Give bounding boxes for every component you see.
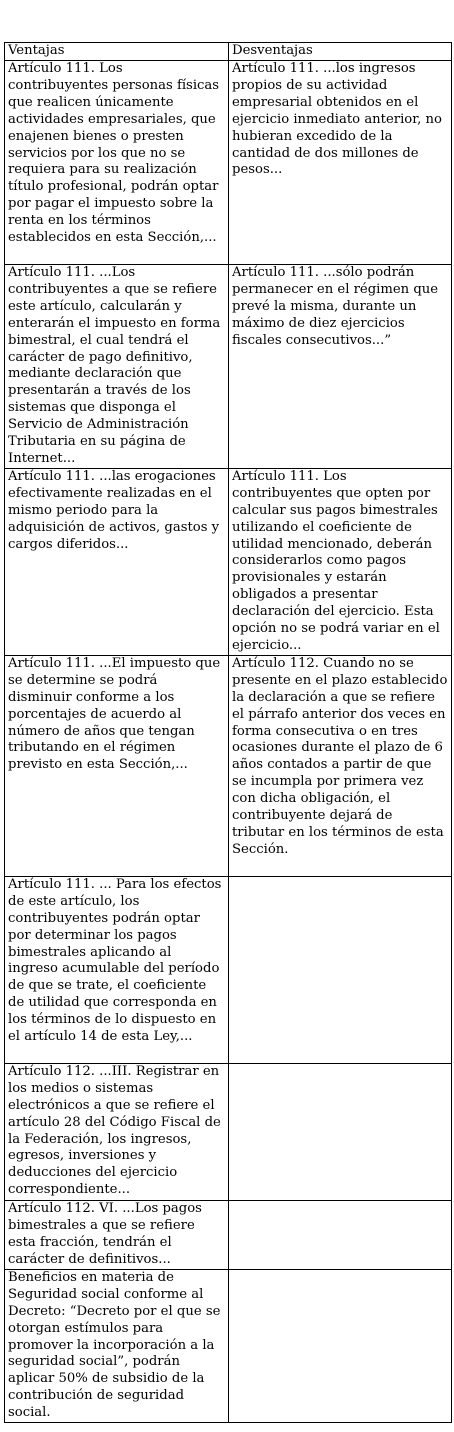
ventajas-cell: Artículo 112. VI. ...Los pagos bimestrales a que se refiere esta fracción, tendrán el carácter de definitivos... bbox=[5, 1200, 229, 1269]
header-desventajas: Desventajas bbox=[229, 43, 452, 61]
desventajas-cell bbox=[229, 1200, 452, 1269]
table-row bbox=[5, 1269, 452, 1422]
table-row bbox=[5, 61, 452, 265]
comparison-table bbox=[4, 42, 452, 1423]
ventajas-cell: Artículo 111. ...Los contribuyentes a que se refiere este artículo, calcularán y enterarán el impuesto en forma bimestral, el cual tendrá el carácter de pago definitivo, mediante declaración que presentarán a través de los sistemas que disponga el Servicio de Administración Tributaria en su página de Internet... bbox=[5, 265, 229, 469]
desventajas-cell bbox=[229, 1063, 452, 1200]
ventajas-cell: Artículo 111. Los contribuyentes personas físicas que realicen únicamente actividades empresariales, que enajenen bienes o presten servicios por los que no se requiera para su realización título profesional, podrán optar por pagar el impuesto sobre la renta en los términos establecidos en esta Sección,... bbox=[5, 61, 229, 265]
desventajas-cell bbox=[229, 1269, 452, 1422]
table-row bbox=[5, 265, 452, 469]
table-row bbox=[5, 876, 452, 1063]
desventajas-cell bbox=[229, 876, 452, 1063]
desventajas-cell: Artículo 111. ...sólo podrán permanecer en el régimen que prevé la misma, durante un máximo de diez ejercicios fiscales consecutivos...” bbox=[229, 265, 452, 469]
desventajas-cell: Artículo 111. Los contribuyentes que opten por calcular sus pagos bimestrales utilizando el coeficiente de utilidad mencionado, deberán considerarlos como pagos provisionales y estarán obligados a presentar declaración del ejercicio. Esta opción no se podrá variar en el ejercicio... bbox=[229, 468, 452, 655]
desventajas-cell: Artículo 112. Cuando no se presente en el plazo establecido la declaración a que se refiere el párrafo anterior dos veces en forma consecutiva o en tres ocasiones durante el plazo de 6 años contados a partir de que se incumpla por primera vez con dicha obligación, el contribuyente dejará de tributar en los términos de esta Sección. bbox=[229, 655, 452, 876]
table-header-row bbox=[5, 43, 452, 61]
table-row bbox=[5, 1063, 452, 1200]
table-row bbox=[5, 468, 452, 655]
table-row bbox=[5, 655, 452, 876]
header-ventajas: Ventajas bbox=[5, 43, 229, 61]
desventajas-cell: Artículo 111. ...los ingresos propios de su actividad empresarial obtenidos en el ejercicio inmediato anterior, no hubieran excedido de la cantidad de dos millones de pesos... bbox=[229, 61, 452, 265]
ventajas-cell: Artículo 111. ... Para los efectos de este artículo, los contribuyentes podrán optar por determinar los pagos bimestrales aplicando al ingreso acumulable del período de que se trate, el coeficiente de utilidad que corresponda en los términos de lo dispuesto en el artículo 14 de esta Ley,... bbox=[5, 876, 229, 1063]
ventajas-cell: Artículo 111. ...las erogaciones efectivamente realizadas en el mismo periodo para la adquisición de activos, gastos y cargos diferidos... bbox=[5, 468, 229, 655]
ventajas-cell: Artículo 112. ...III. Registrar en los medios o sistemas electrónicos a que se refiere el artículo 28 del Código Fiscal de la Federación, los ingresos, egresos, inversiones y deducciones del ejercicio correspondiente... bbox=[5, 1063, 229, 1200]
table-row bbox=[5, 1200, 452, 1269]
ventajas-cell: Artículo 111. ...El impuesto que se determine se podrá disminuir conforme a los porcentajes de acuerdo al número de años que tengan tributando en el régimen previsto en esta Sección,... bbox=[5, 655, 229, 876]
ventajas-cell: Beneficios en materia de Seguridad social conforme al Decreto: “Decreto por el que se otorgan estímulos para promover la incorporación a la seguridad social”, podrán aplicar 50% de subsidio de la contribución de seguridad social. bbox=[5, 1269, 229, 1422]
